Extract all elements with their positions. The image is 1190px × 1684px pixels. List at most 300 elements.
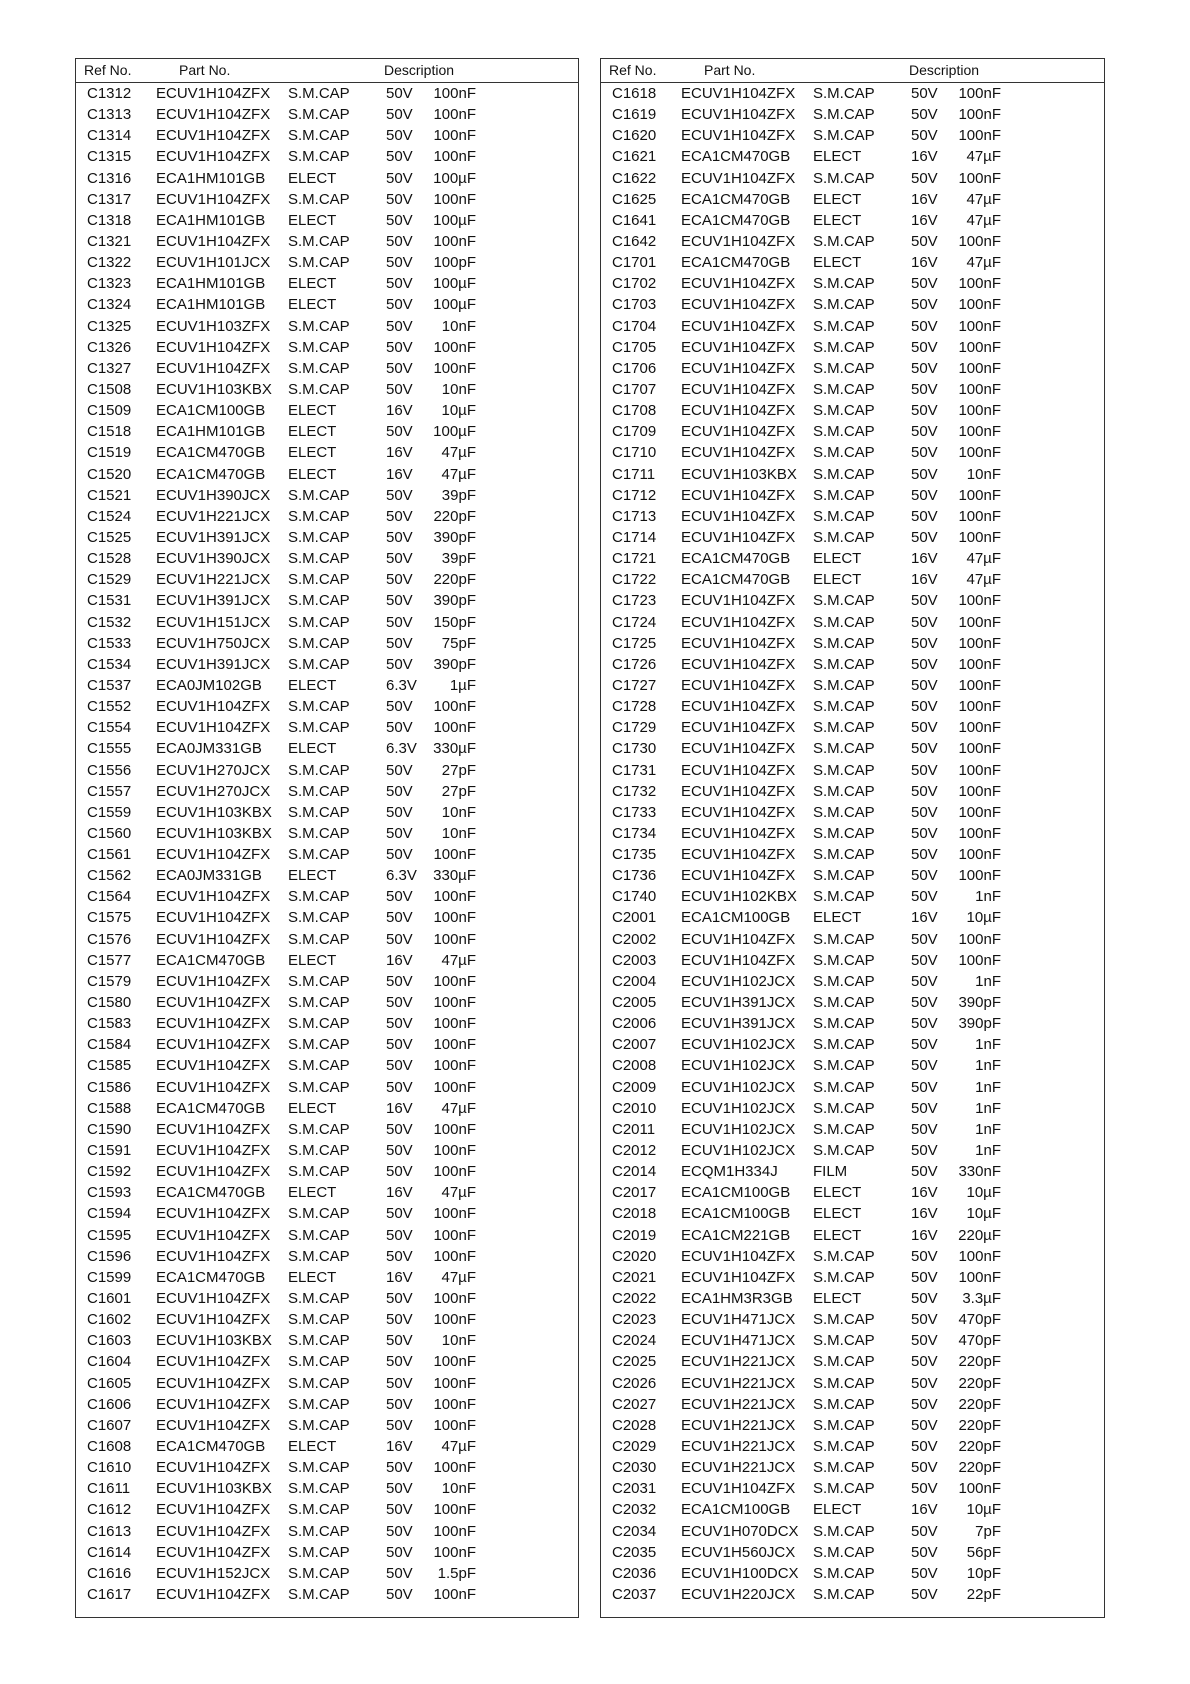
ref-no-cell: C1607 [87,1416,132,1434]
value-cell: 39pF [441,486,476,504]
ref-no-cell: C1704 [612,317,657,335]
ref-no-cell: C2008 [612,1057,657,1075]
table-row [76,1289,578,1310]
table-row [601,507,1104,528]
part-no-cell: ECUV1H104ZFX [681,803,796,821]
value-cell: 100nF [433,1501,476,1519]
type-cell: ELECT [288,676,337,694]
type-cell: S.M.CAP [813,1438,875,1455]
type-cell: S.M.CAP [288,528,350,546]
ref-no-cell: C1641 [612,211,657,229]
table-row [601,1014,1104,1035]
type-cell: S.M.CAP [813,1036,875,1054]
value-cell: 1nF [975,1142,1001,1160]
value-cell: 220pF [958,1438,1001,1455]
voltage-cell: 50V [386,698,413,716]
part-no-cell: ECUV1H104ZFX [681,930,796,948]
voltage-cell: 50V [386,486,413,504]
type-cell: S.M.CAP [288,1057,350,1075]
part-no-cell: ECA1CM470GB [681,571,791,589]
type-cell: S.M.CAP [813,782,875,800]
value-cell: 100nF [433,930,476,948]
value-cell: 10nF [441,317,476,335]
value-cell: 100nF [433,909,476,927]
type-cell: S.M.CAP [813,846,875,864]
voltage-cell: 50V [911,1268,938,1286]
value-cell: 100nF [958,423,1001,441]
voltage-cell: 50V [386,296,413,314]
type-cell: S.M.CAP [288,1480,350,1498]
value-cell: 330µF [433,740,476,758]
type-cell: S.M.CAP [813,592,875,610]
part-no-cell: ECA1CM470GB [156,1099,266,1117]
type-cell: S.M.CAP [813,1395,875,1413]
voltage-cell: 50V [911,761,938,779]
value-cell: 10µF [441,402,476,420]
voltage-cell: 16V [386,465,413,483]
value-cell: 1nF [975,1099,1001,1117]
value-cell: 100nF [433,1290,476,1308]
table-row [76,591,578,612]
type-cell: S.M.CAP [288,1226,350,1244]
ref-no-cell: C1709 [612,423,657,441]
table-row [601,317,1104,338]
part-no-cell: ECUV1H104ZFX [156,1015,271,1033]
ref-no-cell: C1324 [87,296,132,314]
voltage-cell: 16V [911,254,938,272]
type-cell: S.M.CAP [813,444,875,462]
voltage-cell: 50V [911,402,938,420]
type-cell: S.M.CAP [813,655,875,673]
voltage-cell: 50V [386,888,413,906]
part-no-cell: ECA1HM101GB [156,423,266,441]
voltage-cell: 16V [911,550,938,568]
type-cell: ELECT [288,465,337,483]
type-cell: ELECT [288,296,337,314]
ref-no-cell: C1559 [87,803,132,821]
ref-no-cell: C2032 [612,1501,657,1519]
ref-no-cell: C1590 [87,1120,132,1138]
voltage-cell: 50V [386,507,413,525]
table-row [601,697,1104,718]
voltage-cell: 6.3V [386,676,417,694]
value-cell: 100nF [433,1459,476,1477]
table-row [601,1543,1104,1564]
ref-no-cell: C1318 [87,211,132,229]
table-row [76,126,578,147]
voltage-cell: 50V [386,1480,413,1498]
table-row [76,824,578,845]
voltage-cell: 50V [911,380,938,398]
voltage-cell: 50V [911,1142,938,1160]
ref-no-cell: C1532 [87,613,132,631]
type-cell: ELECT [288,402,337,420]
ref-no-cell: C1604 [87,1353,132,1371]
voltage-cell: 50V [386,1395,413,1413]
type-cell: S.M.CAP [813,1099,875,1117]
table-body-right [601,83,1104,1606]
value-cell: 47µF [966,148,1001,166]
table-row [76,1162,578,1183]
type-cell: S.M.CAP [288,846,350,864]
ref-no-cell: C1323 [87,275,132,293]
type-cell: ELECT [288,1184,337,1202]
type-cell: S.M.CAP [288,571,350,589]
type-cell: S.M.CAP [288,1247,350,1265]
ref-no-cell: C2005 [612,994,657,1012]
type-cell: S.M.CAP [813,380,875,398]
part-no-cell: ECUV1H151JCX [156,613,271,631]
type-cell: S.M.CAP [813,1459,875,1477]
part-no-cell: ECUV1H104ZFX [681,824,796,842]
part-no-cell: ECUV1H104ZFX [156,127,271,145]
value-cell: 100nF [958,359,1001,377]
value-cell: 470pF [958,1332,1001,1350]
part-no-cell: ECUV1H104ZFX [156,106,271,124]
ref-no-cell: C1529 [87,571,132,589]
voltage-cell: 50V [911,1099,938,1117]
voltage-cell: 50V [911,655,938,673]
table-row [76,1183,578,1204]
type-cell: S.M.CAP [288,338,350,356]
part-no-cell: ECUV1H104ZFX [681,486,796,504]
type-cell: ELECT [813,1184,862,1202]
ref-no-cell: C1714 [612,528,657,546]
ref-no-cell: C1596 [87,1247,132,1265]
voltage-cell: 50V [911,698,938,716]
part-no-cell: ECUV1H102JCX [681,1057,796,1075]
voltage-cell: 50V [386,423,413,441]
type-cell: S.M.CAP [813,359,875,377]
voltage-cell: 16V [911,1501,938,1519]
value-cell: 100nF [433,1078,476,1096]
ref-no-cell: C1601 [87,1290,132,1308]
type-cell: S.M.CAP [288,1395,350,1413]
value-cell: 10nF [441,1480,476,1498]
part-no-cell: ECUV1H104ZFX [156,148,271,166]
table-row [76,422,578,443]
type-cell: S.M.CAP [288,190,350,208]
table-row [76,655,578,676]
part-no-cell: ECUV1H104ZFX [681,951,796,969]
part-no-cell: ECUV1H104ZFX [681,782,796,800]
value-cell: 10nF [441,803,476,821]
ref-no-cell: C1321 [87,232,132,250]
type-cell: S.M.CAP [288,1311,350,1329]
ref-no-cell: C1534 [87,655,132,673]
voltage-cell: 50V [386,1247,413,1265]
voltage-cell: 50V [386,211,413,229]
value-cell: 390pF [958,1015,1001,1033]
part-no-cell: ECUV1H270JCX [156,761,271,779]
part-no-cell: ECUV1H103KBX [156,1332,272,1350]
ref-no-cell: C1316 [87,169,132,187]
part-no-cell: ECUV1H102JCX [681,1099,796,1117]
voltage-cell: 50V [386,1501,413,1519]
value-cell: 100nF [958,613,1001,631]
table-row [601,1352,1104,1373]
ref-no-cell: C1576 [87,930,132,948]
header-description: Description [909,62,980,78]
type-cell: S.M.CAP [288,486,350,504]
value-cell: 390pF [433,655,476,673]
ref-no-cell: C1614 [87,1543,132,1561]
table-row [601,359,1104,380]
table-row [76,1395,578,1416]
type-cell: ELECT [288,169,337,187]
type-cell: ELECT [813,1290,862,1308]
part-no-cell: ECUV1H103ZFX [156,317,271,335]
voltage-cell: 50V [386,1120,413,1138]
voltage-cell: 50V [911,634,938,652]
type-cell: ELECT [288,740,337,758]
type-cell: S.M.CAP [288,824,350,842]
part-no-cell: ECUV1H104ZFX [681,655,796,673]
table-row [601,1374,1104,1395]
value-cell: 100nF [958,296,1001,314]
part-no-cell: ECUV1H391JCX [681,994,796,1012]
type-cell: S.M.CAP [813,867,875,885]
part-no-cell: ECUV1H104ZFX [681,317,796,335]
type-cell: S.M.CAP [288,782,350,800]
ref-no-cell: C1560 [87,824,132,842]
ref-no-cell: C1620 [612,127,657,145]
ref-no-cell: C1556 [87,761,132,779]
voltage-cell: 50V [911,1564,938,1582]
part-no-cell: ECUV1H104ZFX [156,888,271,906]
voltage-cell: 50V [911,232,938,250]
ref-no-cell: C2006 [612,1015,657,1033]
type-cell: FILM [813,1163,848,1181]
table-row [76,845,578,866]
table-row [601,824,1104,845]
voltage-cell: 50V [386,634,413,652]
value-cell: 100nF [958,106,1001,124]
table-row [601,930,1104,951]
ref-no-cell: C2001 [612,909,657,927]
voltage-cell: 50V [911,1543,938,1561]
type-cell: ELECT [813,571,862,589]
type-cell: S.M.CAP [813,465,875,483]
ref-no-cell: C2026 [612,1374,657,1392]
ref-no-cell: C1317 [87,190,132,208]
type-cell: S.M.CAP [288,317,350,335]
type-cell: S.M.CAP [813,719,875,737]
ref-no-cell: C1711 [612,465,656,483]
table-header [76,59,578,83]
value-cell: 330µF [433,867,476,885]
part-no-cell: ECUV1H104ZFX [681,1480,796,1498]
value-cell: 7pF [975,1522,1001,1540]
part-no-cell: ECUV1H221JCX [681,1353,796,1371]
value-cell: 100nF [958,930,1001,948]
part-no-cell: ECUV1H102KBX [681,888,797,906]
value-cell: 100nF [433,972,476,990]
part-no-cell: ECA1CM470GB [681,550,791,568]
value-cell: 100nF [433,148,476,166]
value-cell: 100nF [433,994,476,1012]
type-cell: S.M.CAP [813,528,875,546]
ref-no-cell: C1729 [612,719,657,737]
value-cell: 56pF [966,1543,1001,1561]
part-no-cell: ECUV1H104ZFX [156,1247,271,1265]
part-no-cell: ECA1CM100GB [681,1205,791,1223]
type-cell: S.M.CAP [288,127,350,145]
table-row [76,1204,578,1225]
ref-no-cell: C1723 [612,592,657,610]
voltage-cell: 50V [386,846,413,864]
type-cell: S.M.CAP [813,296,875,314]
ref-no-cell: C1621 [612,148,657,166]
table-row [76,1585,578,1606]
table-row [76,1120,578,1141]
table-row [76,1056,578,1077]
ref-no-cell: C2011 [612,1120,656,1138]
type-cell: ELECT [813,148,862,166]
table-row [76,507,578,528]
value-cell: 47µF [441,1268,476,1286]
value-cell: 390pF [958,994,1001,1012]
part-no-cell: ECUV1H152JCX [156,1564,271,1582]
ref-no-cell: C1733 [612,803,657,821]
type-cell: S.M.CAP [813,740,875,758]
value-cell: 100nF [958,1268,1001,1286]
part-no-cell: ECUV1H270JCX [156,782,271,800]
part-no-cell: ECUV1H104ZFX [156,1290,271,1308]
table-row [601,1395,1104,1416]
value-cell: 1µF [449,676,476,694]
table-row [601,570,1104,591]
part-no-cell: ECA1CM100GB [681,909,791,927]
type-cell: S.M.CAP [813,761,875,779]
value-cell: 100nF [433,1205,476,1223]
ref-no-cell: C1528 [87,550,132,568]
voltage-cell: 50V [911,1332,938,1350]
part-no-cell: ECUV1H104ZFX [681,402,796,420]
type-cell: S.M.CAP [813,486,875,504]
voltage-cell: 50V [386,550,413,568]
value-cell: 100pF [433,254,476,272]
table-row [601,951,1104,972]
type-cell: S.M.CAP [288,148,350,166]
value-cell: 10µF [966,1501,1001,1519]
value-cell: 100nF [958,528,1001,546]
table-row [76,232,578,253]
ref-no-cell: C2020 [612,1247,657,1265]
voltage-cell: 50V [911,1057,938,1075]
ref-no-cell: C2012 [612,1142,657,1160]
value-cell: 100µF [433,275,476,293]
ref-no-cell: C1721 [612,550,657,568]
ref-no-cell: C1618 [612,85,657,102]
ref-no-cell: C1322 [87,254,132,272]
voltage-cell: 16V [386,951,413,969]
table-row [601,1183,1104,1204]
voltage-cell: 50V [911,1416,938,1434]
table-row [76,1078,578,1099]
value-cell: 100nF [433,106,476,124]
table-row [76,1352,578,1373]
table-row [76,782,578,803]
part-no-cell: ECA1CM470GB [156,951,266,969]
part-no-cell: ECA1CM470GB [156,444,266,462]
value-cell: 10µF [966,1184,1001,1202]
type-cell: S.M.CAP [813,317,875,335]
type-cell: S.M.CAP [813,994,875,1012]
part-no-cell: ECA1CM470GB [681,148,791,166]
voltage-cell: 50V [386,254,413,272]
voltage-cell: 50V [386,1353,413,1371]
ref-no-cell: C1725 [612,634,657,652]
table-row [601,1331,1104,1352]
ref-no-cell: C2034 [612,1522,657,1540]
voltage-cell: 50V [911,1438,938,1455]
value-cell: 100µF [433,211,476,229]
value-cell: 1nF [975,1036,1001,1054]
part-no-cell: ECA1CM221GB [681,1226,791,1244]
type-cell: S.M.CAP [288,1353,350,1371]
part-no-cell: ECUV1H070DCX [681,1522,799,1540]
type-cell: S.M.CAP [813,338,875,356]
type-cell: S.M.CAP [813,1353,875,1371]
type-cell: ELECT [813,254,862,272]
ref-no-cell: C1314 [87,127,132,145]
table-row [601,866,1104,887]
type-cell: ELECT [288,211,337,229]
voltage-cell: 50V [911,740,938,758]
value-cell: 100nF [433,1015,476,1033]
part-no-cell: ECUV1H221JCX [681,1395,796,1413]
ref-no-cell: C2031 [612,1480,657,1498]
voltage-cell: 50V [911,1247,938,1265]
voltage-cell: 50V [386,275,413,293]
voltage-cell: 50V [911,507,938,525]
table-row [601,422,1104,443]
type-cell: S.M.CAP [288,1205,350,1223]
ref-no-cell: C1508 [87,380,132,398]
type-cell: S.M.CAP [813,1522,875,1540]
ref-no-cell: C1727 [612,676,657,694]
header-ref-no: Ref No. [609,62,657,78]
ref-no-cell: C1599 [87,1268,132,1286]
type-cell: S.M.CAP [288,1163,350,1181]
voltage-cell: 16V [386,402,413,420]
value-cell: 100nF [958,486,1001,504]
voltage-cell: 50V [911,423,938,441]
value-cell: 10pF [966,1564,1001,1582]
voltage-cell: 16V [386,444,413,462]
ref-no-cell: C1722 [612,571,657,589]
ref-no-cell: C1531 [87,592,132,610]
part-no-cell: ECUV1H390JCX [156,550,271,568]
table-row [601,401,1104,422]
value-cell: 100nF [433,719,476,737]
ref-no-cell: C1701 [612,254,657,272]
value-cell: 100nF [433,1522,476,1540]
type-cell: S.M.CAP [288,1501,350,1519]
value-cell: 100nF [433,1311,476,1329]
value-cell: 100nF [958,338,1001,356]
type-cell: S.M.CAP [813,676,875,694]
part-no-cell: ECUV1H104ZFX [681,106,796,124]
voltage-cell: 50V [386,1416,413,1434]
ref-no-cell: C1525 [87,528,132,546]
voltage-cell: 50V [386,338,413,356]
table-row [76,401,578,422]
table-row [601,465,1104,486]
table-row [76,1099,578,1120]
part-no-cell: ECUV1H104ZFX [156,1501,271,1519]
